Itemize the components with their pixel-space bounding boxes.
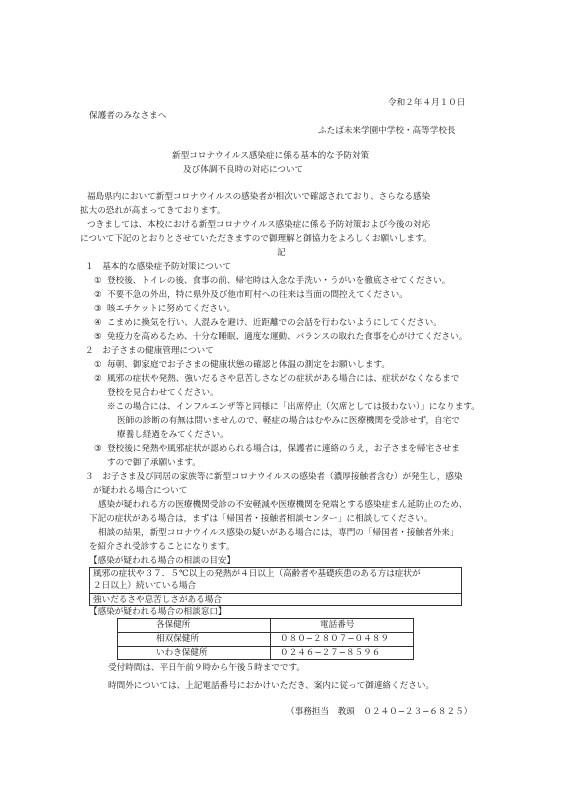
table-divider	[117, 646, 414, 647]
list-item-number: ②	[94, 290, 102, 300]
section-3-heading-continued: が疑われる場合について	[93, 486, 188, 496]
guide-box-label: 【感染が疑われる場合の相談の目安】	[89, 556, 236, 566]
note-line: ※この場合には、インフルエンザ等と同様に「出席停止（欠席としては扱わない）」になります。	[107, 402, 480, 412]
paragraph-line: 下記の症状がある場合は，まずは「帰国者・接触者相談センター」に相談してください。	[89, 514, 433, 524]
footer-note: 受付時間は、平日午前９時から午後５時までです。	[108, 663, 305, 673]
list-item: 風邪の症状や発熱、強いだるさや息苦しさなどの症状がある場合には、症状がなくなるまで	[107, 374, 460, 384]
intro-line: 福島県内において新型コロナウイルスの感染者が相次いで確認されており、さらなる感染	[87, 192, 431, 202]
table-header-phone: 電話番号	[320, 620, 355, 630]
list-item-number: ①	[94, 360, 102, 370]
table-divider	[117, 632, 414, 633]
list-item-number: ④	[94, 318, 102, 328]
table-header-office: 各保健所	[156, 620, 191, 630]
table-column-divider	[270, 618, 271, 660]
paragraph-line: 感染が疑われる方の医療機関受診の不安軽減や医療機関を発端とする感染症まん延防止のため、	[98, 500, 468, 510]
contact-table-label: 【感染が疑われる場合の相談窓口】	[89, 607, 227, 617]
guide-row-2: 強いだるさや息苦しさがある場合	[93, 595, 222, 605]
footer-note: 時間外については、上記電話番号におかけいただき、案内に従って御連絡ください。	[108, 681, 435, 691]
section-3-heading: ３ お子さま及び同居の家族等に新型コロナウイルスの感染者（濃厚接触者含む）が発生し，感染	[85, 472, 463, 482]
list-item: 毎朝、御家庭でお子さまの健康状態の確認と体温の測定をお願いします。	[107, 360, 390, 370]
paragraph-line: を紹介され受診することになります。	[89, 542, 235, 552]
list-item: 免疫力を高めるため、十分な睡眠、適度な運動、バランスの取れた食事を心がけてください。	[107, 332, 468, 342]
ki-heading: 記	[277, 248, 286, 258]
list-item: 咳エチケットに努めてください。	[107, 304, 236, 314]
list-item: 不要不急の外出，特に県外及び他市町村への往来は当面の間控えてください。	[107, 290, 408, 300]
intro-line: 拡大の恐れが高まってきております。	[80, 206, 226, 216]
list-item-number: ②	[94, 374, 102, 384]
document-date: 令和２年４月１０日	[388, 98, 466, 108]
list-item: こまめに換気を行い、人混みを避け、近距離での会話を行わないようにしてください。	[107, 318, 442, 328]
guide-row-1: 風邪の症状や３７．５℃以上の発熱が４日以上（高齢者や基礎疾患のある方は症状が	[93, 569, 421, 579]
guide-box-divider	[89, 593, 462, 594]
table-cell-phone: ０８０−２８０７−０４８９	[280, 634, 389, 644]
section-1-heading: １ 基本的な感染症予防対策について	[85, 262, 231, 272]
addressee: 保護者のみなさまへ	[89, 111, 167, 121]
table-cell-office: 相双保健所	[156, 634, 199, 644]
sender-name: ふたば未来学園中学校・高等学校長	[318, 126, 456, 136]
title-line-2: 及び体調不良時の対応について	[183, 165, 304, 175]
list-item-number: ⑤	[94, 332, 102, 342]
title-line-1: 新型コロナウイルス感染症に係る基本的な予防対策	[172, 151, 370, 161]
intro-line: について下記のとおりとさせていただきますので御理解と御協力をよろしくお願いします。	[80, 234, 432, 244]
note-line: 医師の診断の有無は問いませんので、軽症の場合はむやみに医療機関を受診せず，自宅で	[117, 416, 460, 426]
intro-line: つきましては、本校における新型コロナウイルス感染症に係る予防対策および今後の対応	[87, 220, 431, 230]
list-item-number: ③	[94, 444, 102, 454]
list-item-number: ①	[94, 276, 102, 286]
table-cell-office: いわき保健所	[156, 648, 208, 658]
list-item-number: ③	[94, 304, 102, 314]
contact-person: （事務担当 教頭 ０２４０−２３−６８２５）	[286, 707, 473, 717]
list-item-continued: すので御了承願います。	[107, 458, 201, 468]
list-item: 登校後に発熱や風邪症状が認められる場合は，保護者に連絡のうえ，お子さまを帰宅させま	[107, 444, 460, 454]
list-item-continued: 登校を見合わせてください。	[107, 388, 219, 398]
guide-row-1-continued: ２日以上）続いている場合	[93, 581, 197, 591]
table-cell-phone: ０２４６−２７−８５９６	[280, 648, 381, 658]
section-2-heading: ２ お子さまの健康管理について	[85, 346, 214, 356]
paragraph-line: 相談の結果，新型コロナウイルス感染の疑いがある場合には，専門の「帰国者・接触者外来」	[98, 528, 459, 538]
list-item: 登校後、トイレの後、食事の前、帰宅時は入念な手洗い・うがいを徹底させてください。	[107, 276, 451, 286]
note-line: 療養し経過をみてください。	[117, 430, 229, 440]
